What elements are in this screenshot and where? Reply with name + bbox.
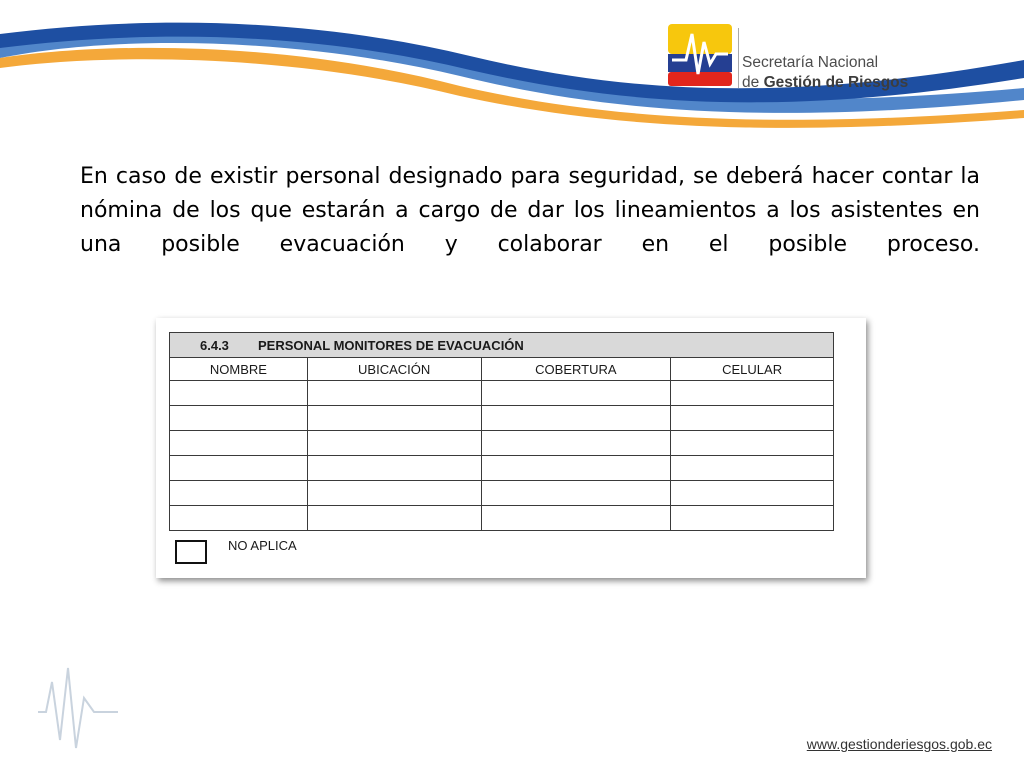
table-row — [170, 431, 834, 456]
table-cell — [481, 381, 671, 406]
table-title — [170, 333, 834, 358]
table-cell — [671, 381, 834, 406]
table-cell — [481, 406, 671, 431]
table-cell — [307, 431, 481, 456]
table-cell — [307, 456, 481, 481]
pulse-watermark-icon — [38, 662, 118, 752]
monitors-table — [169, 332, 834, 531]
table-row — [170, 406, 834, 431]
section-number: 6.4.3 — [200, 337, 229, 353]
table-row — [170, 456, 834, 481]
table-row — [170, 506, 834, 531]
logo-divider — [738, 28, 739, 88]
table-row — [170, 381, 834, 406]
table-cell — [307, 506, 481, 531]
table-cell — [170, 406, 308, 431]
table-cell — [671, 406, 834, 431]
table-cell — [307, 381, 481, 406]
sngr-flag-pulse-icon — [668, 24, 734, 86]
column-header-ubicacion: UBICACIÓN — [307, 358, 481, 381]
column-header-cobertura: COBERTURA — [481, 358, 671, 381]
logo-text-line2 — [742, 74, 908, 92]
column-header-celular: CELULAR — [671, 358, 834, 381]
table-cell — [307, 481, 481, 506]
logo-text-line1: Secretaría Nacional — [742, 54, 879, 71]
table-cell — [671, 456, 834, 481]
logo-text-bold: Gestión de Riesgos — [763, 74, 909, 91]
table-cell — [170, 481, 308, 506]
not-applicable-label: NO APLICA — [228, 538, 297, 553]
table-cell — [671, 431, 834, 456]
table-cell — [481, 456, 671, 481]
table-header-row — [170, 358, 834, 381]
sngr-logo — [668, 24, 928, 90]
table-title-row — [170, 333, 834, 358]
table-cell — [170, 381, 308, 406]
table-cell — [307, 406, 481, 431]
section-title: PERSONAL MONITORES DE EVACUACIÓN — [258, 337, 524, 353]
table-cell — [671, 506, 834, 531]
body-paragraph: En caso de existir personal designado para seguridad, se deberá hacer contar la nómina de los que estarán a cargo de dar los lineamientos a los asistentes en una posible evacuación y colaborar en el posible proceso. — [80, 164, 980, 257]
table-row — [170, 481, 834, 506]
form-screenshot — [156, 318, 866, 578]
table-cell — [481, 431, 671, 456]
table-cell — [481, 506, 671, 531]
not-applicable-checkbox — [175, 540, 207, 564]
footer-website-link[interactable]: www.gestionderiesgos.gob.ec — [806, 736, 992, 752]
table-cell — [170, 431, 308, 456]
table-cell — [481, 481, 671, 506]
table-cell — [170, 456, 308, 481]
column-header-nombre: NOMBRE — [170, 358, 308, 381]
table-cell — [170, 506, 308, 531]
table-cell — [671, 481, 834, 506]
logo-text-prefix: de — [742, 74, 760, 91]
